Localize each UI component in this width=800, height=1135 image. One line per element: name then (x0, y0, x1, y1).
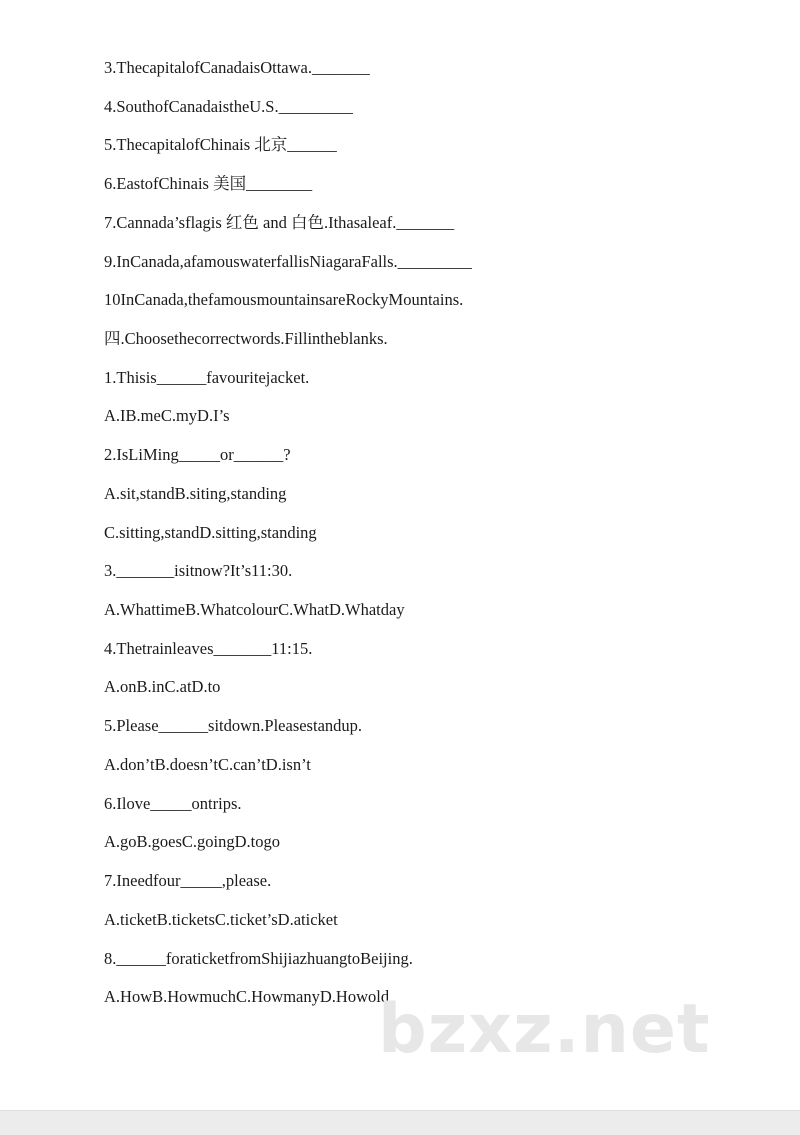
page-bottom-strip (0, 1110, 800, 1135)
text-line-1: 3.ThecapitalofCanadaisOttawa._______ (104, 58, 370, 77)
question-7: 7.Ineedfour_____,please. (104, 871, 272, 890)
options-8: A.HowB.HowmuchC.HowmanyD.Howold (104, 987, 390, 1006)
options-2a: A.sit,standB.siting,standing (104, 484, 287, 503)
options-4: A.onB.inC.atD.to (104, 677, 221, 696)
options-2b: C.sitting,standD.sitting,standing (104, 523, 317, 542)
text-line-6: 9.InCanada,afamouswaterfallisNiagaraFalls._________ (104, 252, 472, 271)
question-8: 8.______foraticketfromShijiazhuangtoBeijing. (104, 949, 413, 968)
section-heading: 四.Choosethecorrectwords.Fillintheblanks. (104, 329, 388, 348)
options-6: A.goB.goesC.goingD.togo (104, 832, 281, 851)
question-2: 2.IsLiMing_____or______? (104, 445, 291, 464)
question-6: 6.Ilove_____ontrips. (104, 794, 242, 813)
question-3: 3._______isitnow?It’s11:30. (104, 561, 293, 580)
watermark: bzxz.net (378, 990, 711, 1069)
options-7: A.ticketB.ticketsC.ticket’sD.aticket (104, 910, 338, 929)
text-line-4: 6.EastofChinais 美国________ (104, 174, 313, 193)
options-1: A.IB.meC.myD.I’s (104, 406, 230, 425)
text-line-3: 5.ThecapitalofChinais 北京______ (104, 135, 337, 154)
question-1: 1.Thisis______favouritejacket. (104, 368, 310, 387)
question-5: 5.Please______sitdown.Pleasestandup. (104, 716, 363, 735)
text-line-5: 7.Cannada’sflagis 红色 and 白色.Ithasaleaf._______ (104, 213, 455, 232)
text-line-2: 4.SouthofCanadaistheU.S._________ (104, 97, 353, 116)
text-line-7: 10InCanada,thefamousmountainsareRockyMountains. (104, 290, 464, 309)
options-3: A.WhattimeB.WhatcolourC.WhatD.Whatday (104, 600, 405, 619)
question-4: 4.Thetrainleaves_______11:15. (104, 639, 313, 658)
options-5: A.don’tB.doesn’tC.can’tD.isn’t (104, 755, 311, 774)
